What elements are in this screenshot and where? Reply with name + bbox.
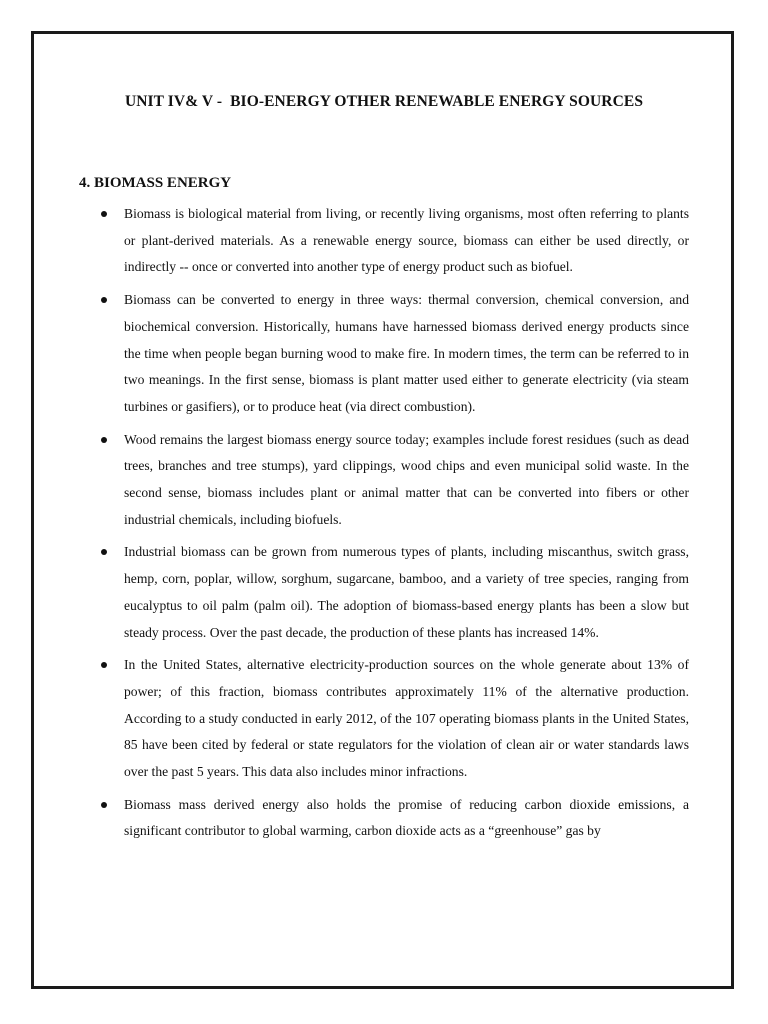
section-heading: 4. BIOMASS ENERGY (79, 175, 232, 191)
bullet-dot-icon (101, 802, 107, 808)
bullet-text: Biomass mass derived energy also holds the promise of reducing carbon dioxide emissions, a significant contributor to global warming, carbon dioxide acts as a “greenhouse” gas by (124, 796, 689, 839)
bullet-item (97, 201, 689, 281)
bullet-list (97, 201, 689, 851)
bullet-item (97, 287, 689, 421)
bullet-text: Wood remains the largest biomass energy source today; examples include forest residues (such as dead trees, branches and tree stumps), yard clippings, wood chips and even municipal solid waste. In the second sense, biomass includes plant or animal matter that can be converted into fibers or other industrial chemicals, including biofuels. (124, 431, 689, 527)
bullet-item (97, 539, 689, 646)
bullet-text: Industrial biomass can be grown from numerous types of plants, including miscanthus, switch grass, hemp, corn, poplar, willow, sorghum, sugarcane, bamboo, and a variety of tree species, ranging from eucalyptus to oil palm (palm oil). The adoption of biomass-based energy plants has been a slow but steady process. Over the past decade, the production of these plants has increased 14%. (124, 544, 689, 640)
bullet-item (97, 427, 689, 534)
bullet-dot-icon (101, 549, 107, 555)
bullet-item (97, 792, 689, 845)
bullet-text: In the United States, alternative electricity-production sources on the whole generate about 13% of power; of this fraction, biomass contributes approximately 11% of the alternative production. According to a study conducted in early 2012, of the 107 operating biomass plants in the United States, 85 have been cited by federal or state regulators for the violation of clean air or water standards laws over the past 5 years. This data also includes minor infractions. (124, 657, 689, 780)
bullet-text: Biomass is biological material from living, or recently living organisms, most often referring to plants or plant-derived materials. As a renewable energy source, biomass can either be used directly, or indirectly -- once or converted into another type of energy product such as biofuel. (124, 206, 689, 275)
bullet-dot-icon (101, 662, 107, 668)
document-title: UNIT IV& V - BIO-ENERGY OTHER RENEWABLE ENERGY SOURCES (124, 93, 644, 110)
bullet-dot-icon (101, 297, 107, 303)
bullet-item (97, 652, 689, 786)
bullet-dot-icon (101, 211, 107, 217)
bullet-dot-icon (101, 437, 107, 443)
bullet-text: Biomass can be converted to energy in three ways: thermal conversion, chemical conversion, and biochemical conversion. Historically, humans have harnessed biomass derived energy products since the time when people began burning wood to make fire. In modern times, the term can be referred to in two meanings. In the first sense, biomass is plant matter used either to generate electricity (via steam turbines or gasifiers), or to produce heat (via direct combustion). (124, 292, 689, 414)
